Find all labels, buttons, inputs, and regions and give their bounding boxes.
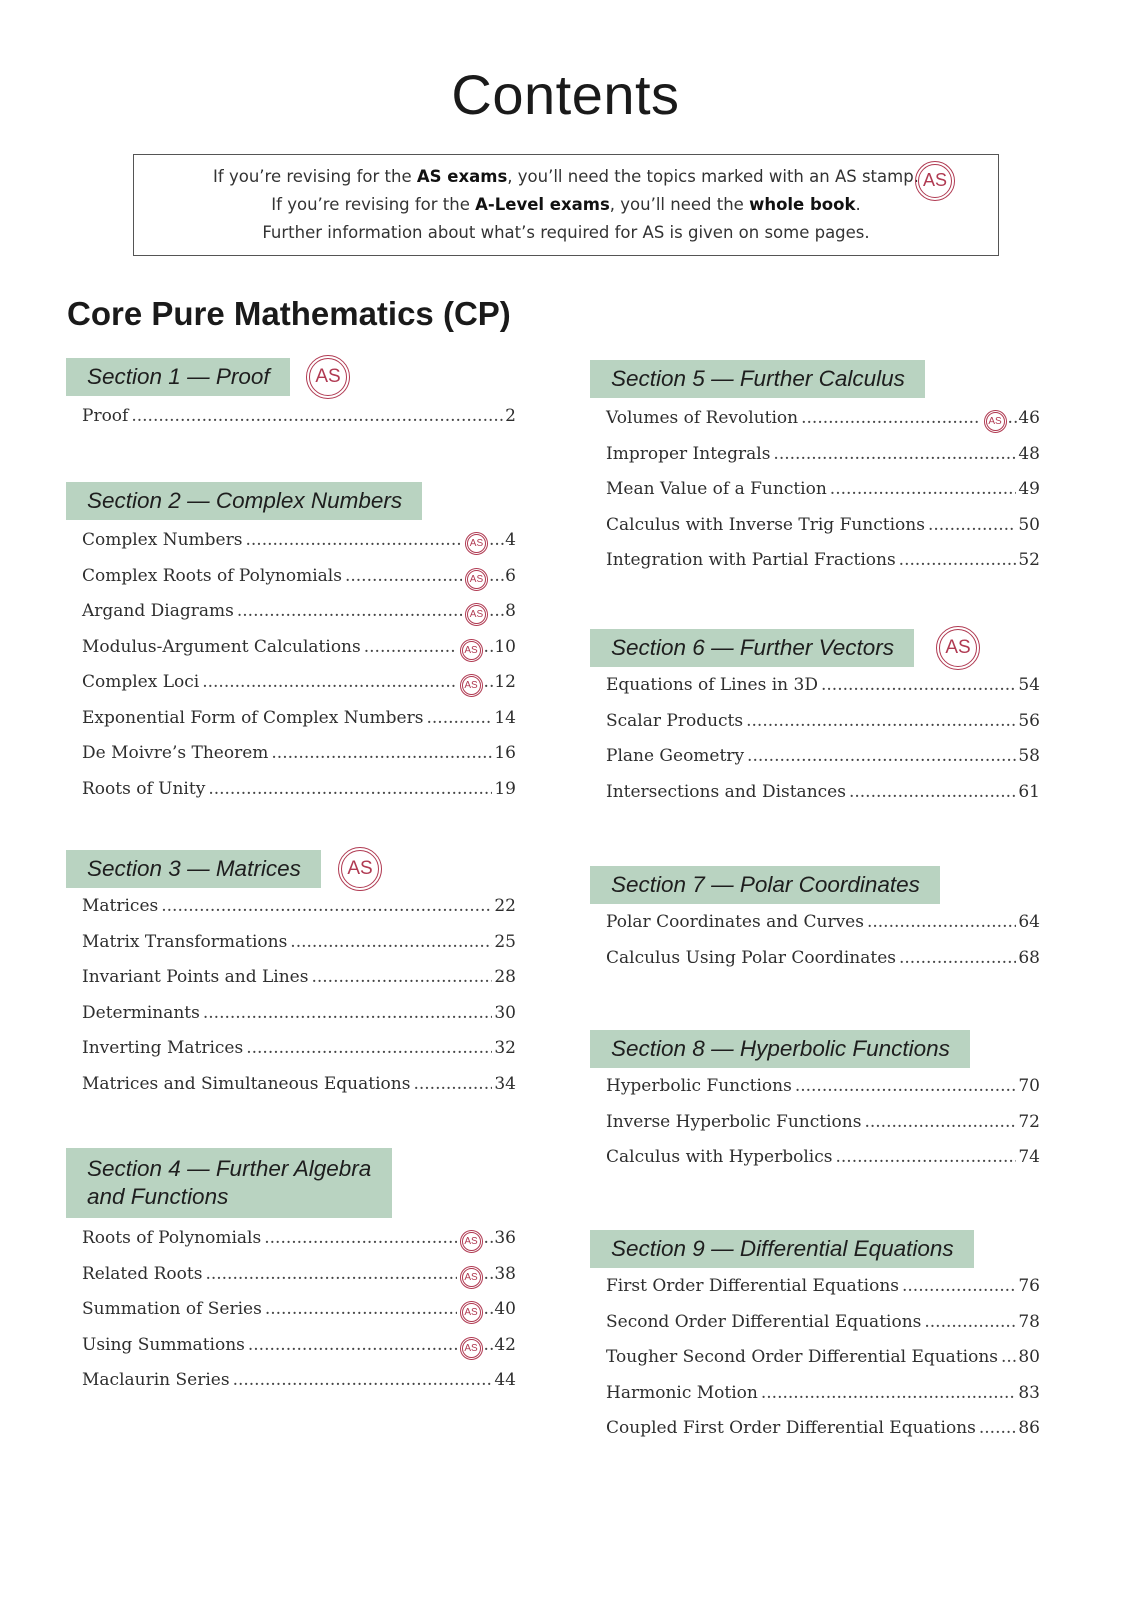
toc-entry[interactable] xyxy=(606,1147,1040,1173)
entry-title: Harmonic Motion xyxy=(606,1383,758,1403)
dot-leader: .. xyxy=(1007,408,1019,428)
entry-page: 72 xyxy=(1018,1112,1040,1132)
entry-title: Using Summations xyxy=(82,1335,245,1355)
toc-entry[interactable] xyxy=(606,1418,1040,1444)
as-stamp-icon: AS xyxy=(984,410,1007,433)
toc-entry[interactable] xyxy=(82,637,516,663)
dot-leader xyxy=(245,530,461,550)
entry-page: 46 xyxy=(1018,408,1040,428)
toc-entry[interactable] xyxy=(606,746,1040,772)
entry-title: Tougher Second Order Differential Equations xyxy=(606,1347,998,1367)
entry-page: 4 xyxy=(505,530,516,550)
entry-page: 16 xyxy=(494,743,516,763)
notice-bold: whole book xyxy=(749,195,856,214)
entry-title: Matrices xyxy=(82,896,159,916)
dot-leader xyxy=(264,1228,456,1248)
entry-page: 36 xyxy=(494,1228,516,1248)
entry-title: Complex Roots of Polynomials xyxy=(82,566,342,586)
dot-leader xyxy=(246,1038,492,1058)
entry-title: De Moivre’s Theorem xyxy=(82,743,269,763)
entry-page: 74 xyxy=(1018,1147,1040,1167)
toc-entry[interactable] xyxy=(606,408,1040,434)
dot-leader: .. xyxy=(483,1335,495,1355)
entry-page: 86 xyxy=(1018,1418,1040,1438)
entry-page: 56 xyxy=(1018,711,1040,731)
dot-leader xyxy=(801,408,980,428)
entry-page: 8 xyxy=(505,601,516,621)
toc-entry[interactable] xyxy=(606,912,1040,938)
toc-entry[interactable] xyxy=(606,1112,1040,1138)
dot-leader xyxy=(271,743,492,763)
as-stamp-icon: AS xyxy=(460,639,483,662)
dot-leader xyxy=(205,1264,456,1284)
entry-title: Exponential Form of Complex Numbers xyxy=(82,708,424,728)
entry-page: 70 xyxy=(1018,1076,1040,1096)
toc-entry[interactable] xyxy=(82,406,516,432)
section-header xyxy=(590,629,971,667)
entry-page: 30 xyxy=(494,1003,516,1023)
toc-entry[interactable] xyxy=(82,601,516,627)
dot-leader xyxy=(265,1299,457,1319)
entry-page: 6 xyxy=(505,566,516,586)
entry-page: 28 xyxy=(494,967,516,987)
dot-leader xyxy=(773,444,1016,464)
entry-title: Hyperbolic Functions xyxy=(606,1076,792,1096)
entry-page: 64 xyxy=(1018,912,1040,932)
entry-title: Modulus-Argument Calculations xyxy=(82,637,361,657)
section-title-line: Section 4 — Further Algebra xyxy=(87,1156,372,1181)
toc-entry[interactable] xyxy=(82,566,516,592)
entry-title: First Order Differential Equations xyxy=(606,1276,899,1296)
entry-page: 42 xyxy=(494,1335,516,1355)
dot-leader xyxy=(248,1335,457,1355)
toc-entry[interactable] xyxy=(606,711,1040,737)
toc-entry[interactable] xyxy=(82,1038,516,1064)
dot-leader: .. xyxy=(483,672,495,692)
main-heading: Core Pure Mathematics (CP) xyxy=(67,295,511,332)
section-header xyxy=(590,1230,974,1268)
entry-page: 48 xyxy=(1018,444,1040,464)
entry-title: Polar Coordinates and Curves xyxy=(606,912,864,932)
as-stamp-icon: AS xyxy=(460,1266,483,1289)
as-notice-box xyxy=(133,154,999,256)
page-title: Contents xyxy=(451,63,680,126)
entry-title: Matrix Transformations xyxy=(82,932,288,952)
entry-page: 25 xyxy=(494,932,516,952)
entry-title: Maclaurin Series xyxy=(82,1370,230,1390)
entry-title: Scalar Products xyxy=(606,711,744,731)
dot-leader xyxy=(928,515,1016,535)
toc-entry[interactable] xyxy=(606,550,1040,576)
dot-leader xyxy=(864,1112,1016,1132)
entry-title: Calculus Using Polar Coordinates xyxy=(606,948,896,968)
entry-title: Roots of Polynomials xyxy=(82,1228,262,1248)
toc-entry[interactable] xyxy=(606,444,1040,470)
as-stamp-icon: AS xyxy=(338,847,382,891)
section-title xyxy=(66,1148,392,1218)
entry-title: Volumes of Revolution xyxy=(606,408,799,428)
entry-title: Intersections and Distances xyxy=(606,782,846,802)
as-stamp-icon: AS xyxy=(915,161,955,201)
dot-leader xyxy=(899,550,1017,570)
dot-leader xyxy=(747,746,1016,766)
entry-title: Determinants xyxy=(82,1003,200,1023)
entry-title: Related Roots xyxy=(82,1264,203,1284)
toc-entry[interactable] xyxy=(82,1003,516,1029)
entry-title: Roots of Unity xyxy=(82,779,206,799)
toc-entry[interactable] xyxy=(82,1335,516,1361)
notice-text: If you’re revising for the xyxy=(213,167,417,186)
dot-leader: ... xyxy=(488,601,506,621)
as-stamp-icon: AS xyxy=(306,355,350,399)
entry-page: 32 xyxy=(494,1038,516,1058)
section-header xyxy=(590,1030,970,1068)
dot-leader xyxy=(746,711,1016,731)
dot-leader xyxy=(345,566,462,586)
toc-entry[interactable] xyxy=(82,672,516,698)
toc-entry[interactable] xyxy=(82,779,516,805)
dot-leader xyxy=(761,1383,1017,1403)
section-header xyxy=(66,482,422,520)
section-title: Section 5 — Further Calculus xyxy=(590,360,925,398)
entry-title: Calculus with Hyperbolics xyxy=(606,1147,833,1167)
dot-leader xyxy=(364,637,457,657)
section-title: Section 6 — Further Vectors xyxy=(590,629,914,667)
dot-leader xyxy=(290,932,492,952)
entry-page: 49 xyxy=(1018,479,1040,499)
section-title: Section 8 — Hyperbolic Functions xyxy=(590,1030,970,1068)
section-header xyxy=(590,866,940,904)
entry-page: 2 xyxy=(505,406,516,426)
dot-leader xyxy=(795,1076,1017,1096)
section-header xyxy=(66,1148,392,1209)
toc-entry[interactable] xyxy=(606,1276,1040,1302)
notice-line-3: Further information about what’s required for AS is given on some pages. xyxy=(262,223,870,242)
entry-title: Inverse Hyperbolic Functions xyxy=(606,1112,862,1132)
as-stamp-icon: AS xyxy=(465,603,488,626)
dot-leader xyxy=(979,1418,1017,1438)
entry-title: Complex Loci xyxy=(82,672,200,692)
notice-bold: AS exams xyxy=(416,167,508,186)
entry-title: Integration with Partial Fractions xyxy=(606,550,896,570)
toc-entry[interactable] xyxy=(82,1264,516,1290)
dot-leader xyxy=(924,1312,1016,1332)
dot-leader xyxy=(413,1074,492,1094)
section-title: Section 2 — Complex Numbers xyxy=(66,482,422,520)
toc-entry[interactable] xyxy=(606,1347,1040,1373)
toc-entry[interactable] xyxy=(82,967,516,993)
section-header xyxy=(66,358,341,396)
as-stamp-icon: AS xyxy=(460,1337,483,1360)
entry-page: 12 xyxy=(494,672,516,692)
entry-page: 78 xyxy=(1018,1312,1040,1332)
toc-entry[interactable] xyxy=(606,675,1040,701)
dot-leader xyxy=(202,672,456,692)
notice-text: , you’ll need the topics marked with an AS stamp. xyxy=(507,167,919,186)
entry-title: Calculus with Inverse Trig Functions xyxy=(606,515,925,535)
entry-page: 83 xyxy=(1018,1383,1040,1403)
entry-page: 80 xyxy=(1018,1347,1040,1367)
entry-title: Argand Diagrams xyxy=(82,601,234,621)
toc-entry[interactable] xyxy=(82,1370,516,1396)
entry-title: Improper Integrals xyxy=(606,444,771,464)
entry-title: Inverting Matrices xyxy=(82,1038,244,1058)
entry-title: Coupled First Order Differential Equations xyxy=(606,1418,976,1438)
section-header xyxy=(66,850,373,888)
entry-title: Plane Geometry xyxy=(606,746,745,766)
entry-page: 68 xyxy=(1018,948,1040,968)
dot-leader: .. xyxy=(483,1228,495,1248)
entry-page: 76 xyxy=(1018,1276,1040,1296)
toc-entry[interactable] xyxy=(606,782,1040,808)
dot-leader xyxy=(311,967,492,987)
dot-leader xyxy=(835,1147,1016,1167)
toc-entry[interactable] xyxy=(606,479,1040,505)
entry-title: Matrices and Simultaneous Equations xyxy=(82,1074,411,1094)
entry-title: Second Order Differential Equations xyxy=(606,1312,922,1332)
toc-entry[interactable] xyxy=(606,515,1040,541)
section-header xyxy=(590,360,925,398)
dot-leader: .. xyxy=(483,1264,495,1284)
entry-page: 54 xyxy=(1018,675,1040,695)
section-title: Section 9 — Differential Equations xyxy=(590,1230,974,1268)
notice-bold: A-Level exams xyxy=(475,195,610,214)
dot-leader xyxy=(426,708,492,728)
toc-entry[interactable] xyxy=(82,896,516,922)
entry-page: 58 xyxy=(1018,746,1040,766)
dot-leader xyxy=(131,406,503,426)
entry-title: Summation of Series xyxy=(82,1299,262,1319)
notice-line-2 xyxy=(134,195,998,214)
toc-entry[interactable] xyxy=(82,530,516,556)
entry-page: 19 xyxy=(494,779,516,799)
dot-leader: .. xyxy=(483,637,495,657)
dot-leader: .. xyxy=(483,1299,495,1319)
as-stamp-icon: AS xyxy=(460,1230,483,1253)
dot-leader xyxy=(849,782,1016,802)
entry-title: Proof xyxy=(82,406,129,426)
entry-page: 52 xyxy=(1018,550,1040,570)
toc-entry[interactable] xyxy=(82,1074,516,1100)
dot-leader xyxy=(830,479,1017,499)
entry-page: 61 xyxy=(1018,782,1040,802)
notice-text: , you’ll need the xyxy=(609,195,750,214)
entry-page: 38 xyxy=(494,1264,516,1284)
entry-page: 14 xyxy=(494,708,516,728)
toc-entry[interactable] xyxy=(606,948,1040,974)
toc-entry[interactable] xyxy=(82,708,516,734)
dot-leader xyxy=(208,779,492,799)
as-stamp-icon: AS xyxy=(460,1301,483,1324)
dot-leader xyxy=(233,1370,493,1390)
dot-leader: ... xyxy=(488,530,506,550)
toc-entry[interactable] xyxy=(82,743,516,769)
as-stamp-icon: AS xyxy=(460,674,483,697)
as-stamp-icon: AS xyxy=(465,568,488,591)
entry-page: 22 xyxy=(494,896,516,916)
section-title: Section 3 — Matrices xyxy=(66,850,321,888)
dot-leader xyxy=(161,896,492,916)
toc-entry[interactable] xyxy=(82,932,516,958)
notice-text: . xyxy=(855,195,861,214)
entry-page: 10 xyxy=(494,637,516,657)
entry-page: 40 xyxy=(494,1299,516,1319)
toc-entry[interactable] xyxy=(606,1076,1040,1102)
toc-entry[interactable] xyxy=(82,1228,516,1254)
entry-page: 44 xyxy=(494,1370,516,1390)
toc-entry[interactable] xyxy=(606,1312,1040,1338)
dot-leader xyxy=(203,1003,493,1023)
section-title: Section 1 — Proof xyxy=(66,358,290,396)
section-title-line: and Functions xyxy=(87,1184,229,1209)
entry-page: 50 xyxy=(1018,515,1040,535)
notice-line-1 xyxy=(134,167,998,186)
dot-leader xyxy=(902,1276,1016,1296)
dot-leader xyxy=(1001,1347,1016,1367)
section-title: Section 7 — Polar Coordinates xyxy=(590,866,940,904)
entry-title: Invariant Points and Lines xyxy=(82,967,309,987)
toc-entry[interactable] xyxy=(82,1299,516,1325)
entry-title: Complex Numbers xyxy=(82,530,243,550)
dot-leader xyxy=(867,912,1016,932)
as-stamp-icon: AS xyxy=(465,532,488,555)
dot-leader xyxy=(237,601,462,621)
toc-entry[interactable] xyxy=(606,1383,1040,1409)
dot-leader xyxy=(899,948,1016,968)
as-stamp-icon: AS xyxy=(936,626,980,670)
entry-page: 34 xyxy=(494,1074,516,1094)
dot-leader: ... xyxy=(488,566,506,586)
notice-text: If you’re revising for the xyxy=(271,195,476,214)
entry-title: Equations of Lines in 3D xyxy=(606,675,818,695)
dot-leader xyxy=(821,675,1016,695)
entry-title: Mean Value of a Function xyxy=(606,479,827,499)
